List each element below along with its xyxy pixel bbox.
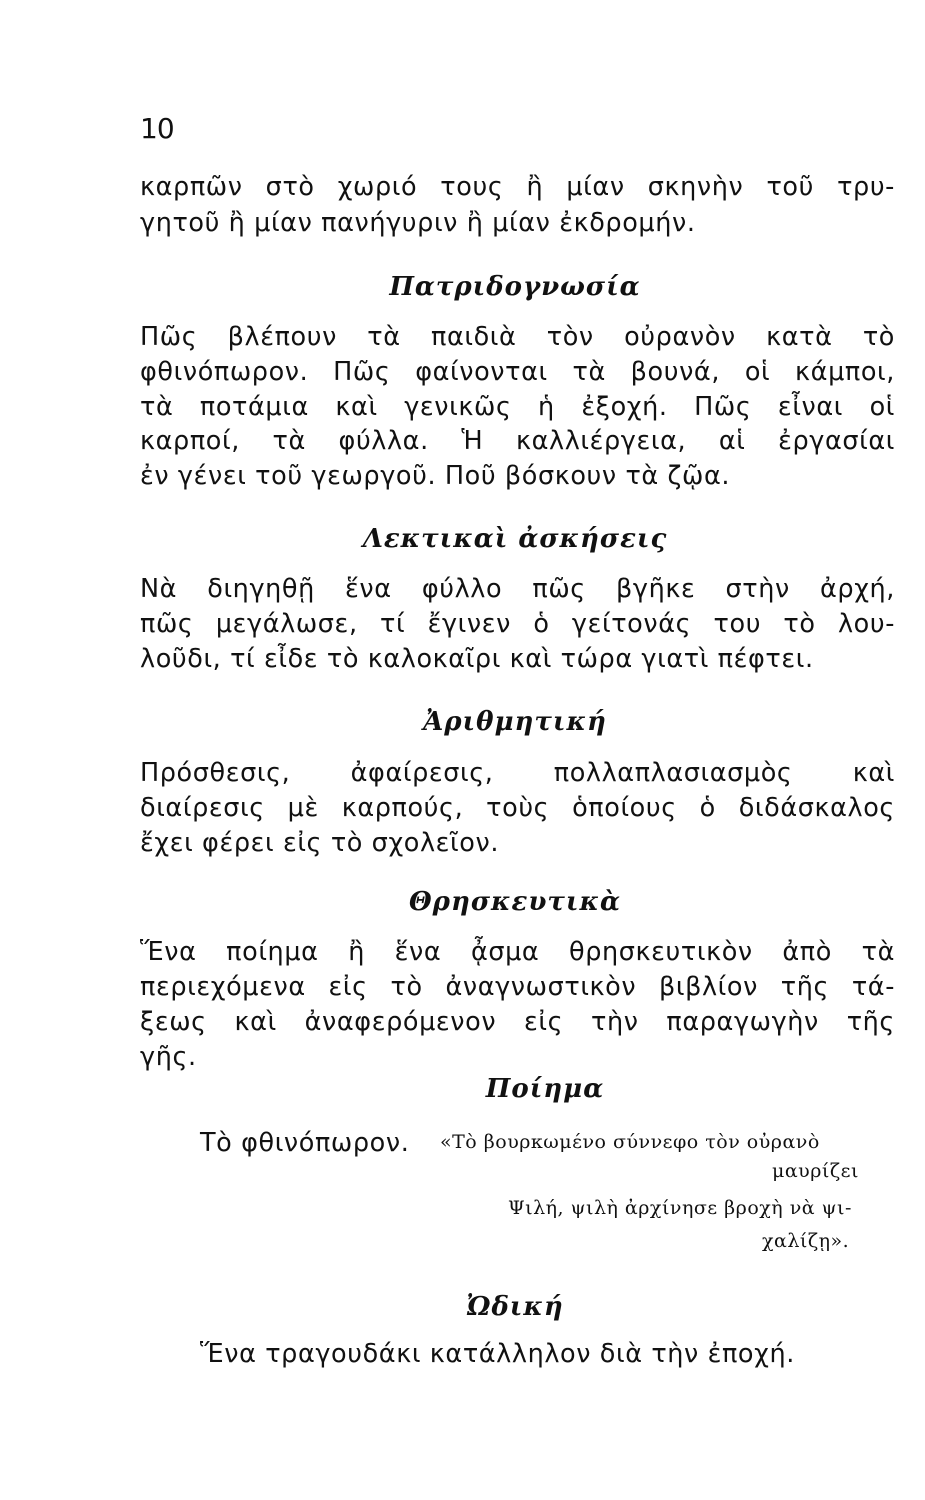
poem-line: χαλίζῃ». [762,1230,850,1252]
paragraph-line: φθινόπωρον. Πῶς φαίνονται τὰ βουνά, οἱ κάμποι, [140,357,895,387]
paragraph-line: λοῦδι, τί εἶδε τὸ καλοκαῖρι καὶ τώρα γιατὶ πέφτει. [140,644,814,674]
paragraph-line: Πῶς βλέπουν τὰ παιδιὰ τὸν οὐρανὸν κατὰ τὸ [140,322,895,352]
paragraph-line: Νὰ διηγηθῇ ἕνα φύλλο πῶς βγῆκε στὴν ἀρχή, [140,574,895,604]
paragraph-line: διαίρεσις μὲ καρπούς, τοὺς ὁποίους ὁ διδάσκαλος [140,793,895,823]
paragraph-line: καρποί, τὰ φύλλα. Ἡ καλλιέργεια, αἱ ἐργασίαι [140,426,895,456]
section-heading-odiki: Ὠδική [466,1292,564,1322]
poem-line: μαυρίζει [772,1160,859,1182]
page-number: 10 [140,112,174,145]
section-heading-patridognosia: Πατριδογνωσία [389,272,641,302]
paragraph-line: πῶς μεγάλωσε, τί ἔγινεν ὁ γείτονάς του τὸ λου- [140,609,895,639]
paragraph-line: Ἕνα τραγουδάκι κατάλληλον διὰ τὴν ἐποχή. [200,1339,795,1369]
paragraph-line: Ἕνα ποίημα ἢ ἕνα ᾆσμα θρησκευτικὸν ἀπὸ τὰ [140,937,895,967]
poem-line: Ψιλή, ψιλὴ ἀρχίνησε βροχὴ νὰ ψι- [508,1197,852,1219]
poem-title: Τὸ φθινόπωρον. [200,1128,410,1158]
paragraph-line: Πρόσθεσις, ἀφαίρεσις, πολλαπλασιασμὸς καὶ [140,758,895,788]
section-heading-lektikai-askiseis: Λεκτικαὶ ἀσκήσεις [362,524,668,554]
section-heading-arithmitiki: Ἀριθμητική [423,707,607,737]
section-heading-thriskeftika: Θρησκευτικὰ [409,887,621,917]
paragraph-line: περιεχόμενα εἰς τὸ ἀναγνωστικὸν βιβλίον τῆς τά- [140,972,895,1002]
poem-line: «Τὸ βουρκωμένο σύννεφο τὸν οὐρανὸ [440,1131,820,1153]
paragraph-line: ἐν γένει τοῦ γεωργοῦ. Ποῦ βόσκουν τὰ ζῷα. [140,461,731,491]
paragraph-line: ξεως καὶ ἀναφερόμενον εἰς τὴν παραγωγὴν τῆς [140,1007,895,1037]
paragraph-line: γῆς. [140,1042,197,1072]
paragraph-line: τὰ ποτάμια καὶ γενικῶς ἡ ἐξοχή. Πῶς εἶναι οἱ [140,392,895,422]
section-heading-poiima: Ποίημα [485,1074,605,1104]
paragraph-line: ἔχει φέρει εἰς τὸ σχολεῖον. [140,828,500,858]
intro-line-2: γητοῦ ἢ μίαν πανήγυριν ἢ μίαν ἐκδρομήν. [140,208,696,238]
intro-line-1: καρπῶν στὸ χωριό τους ἢ μίαν σκηνὴν τοῦ τρυ- [140,172,895,202]
